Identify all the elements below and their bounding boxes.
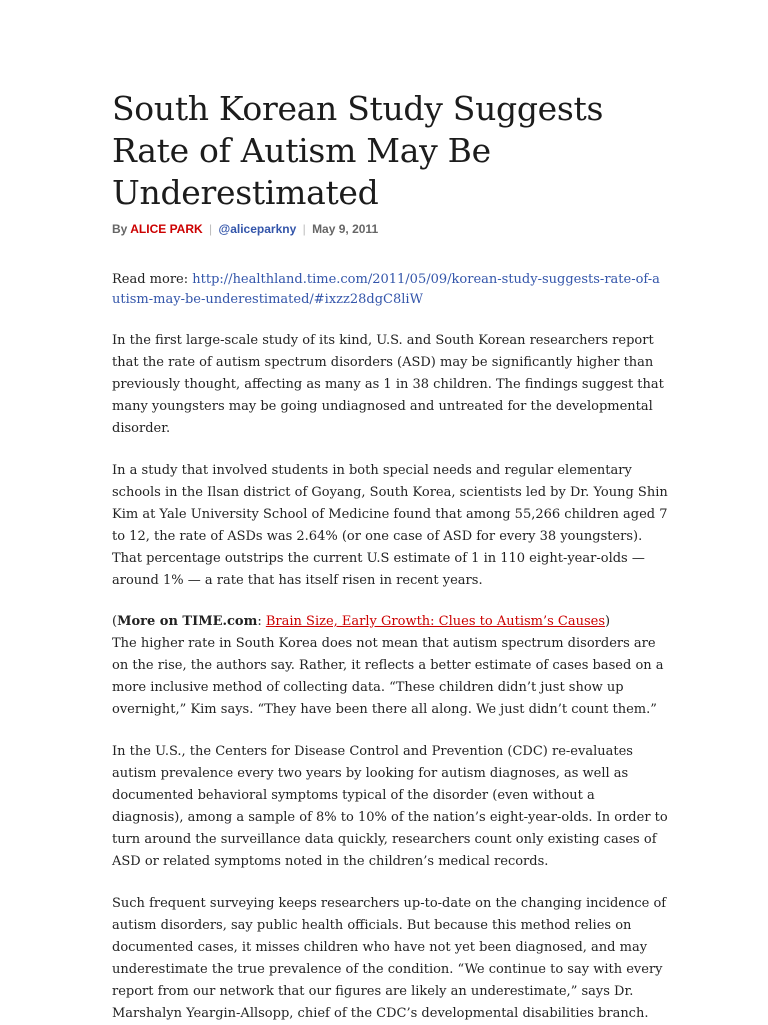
publish-date: May 9, 2011 <box>312 222 379 236</box>
paragraph: The higher rate in South Korea does not mean that autism spectrum disorders are on the rise, the authors say. Rather, it reflects a better estimate of cases based on a more inclusive method of collecting data. “These children didn’t just show up overnight,” Kim says. “They have been there all along. We just didn’t count them.” <box>112 636 664 717</box>
byline-separator: | <box>209 222 213 236</box>
paragraph: In the U.S., the Centers for Disease Control and Prevention (CDC) re-evaluates autism prevalence every two years by looking for autism diagnoses, as well as documented behavioral symptoms typical of the disorder (even without a diagnosis), among a sample of 8% to 10% of the nation’s eight-year-olds. In order to turn around the surveillance data quickly, researchers count only existing cases of ASD or related symptoms noted in the children’s medical records. <box>112 744 668 869</box>
read-more-link[interactable]: http://healthland.time.com/2011/05/09/korean-study-suggests-rate-of-autism-may-be-underestimated/#ixzz28dgC8liW <box>112 272 660 307</box>
related-article-link[interactable]: Brain Size, Early Growth: Clues to Autism’s Causes <box>265 614 606 629</box>
read-more-label: Read more: <box>112 272 189 287</box>
byline <box>112 221 668 237</box>
byline-separator: | <box>302 222 306 236</box>
colon: : <box>257 614 266 629</box>
article <box>112 88 668 1025</box>
paragraph: In the first large-scale study of its kind, U.S. and South Korean researchers report that the rate of autism spectrum disorders (ASD) may be significantly higher than previously thought, affecting as many as 1 in 38 children. The findings suggest that many youngsters may be going undiagnosed and untreated for the developmental disorder. <box>112 333 664 436</box>
paren-close: ) <box>605 614 611 629</box>
twitter-handle-link[interactable]: @aliceparkny <box>218 222 297 236</box>
byline-prefix: By <box>112 222 128 236</box>
paren-open: ( <box>112 614 118 629</box>
paragraph: Such frequent surveying keeps researchers up-to-date on the changing incidence of autism disorders, say public health officials. But because this method relies on documented cases, it misses children who have not yet been diagnosed, and may underestimate the true prevalence of the condition. “We continue to say with every report from our network that our figures are likely an underestimate,” says Dr. Marshalyn Yeargin-Allsopp, chief of the CDC’s developmental disabilities branch. <box>112 896 667 1021</box>
author-link[interactable]: ALICE PARK <box>130 222 203 236</box>
related-link-line <box>112 611 668 633</box>
paragraph: In a study that involved students in both special needs and regular elementary schools in the Ilsan district of Goyang, South Korea, scientists led by Dr. Young Shin Kim at Yale University School of Medicine found that among 55,266 children aged 7 to 12, the rate of ASDs was 2.64% (or one case of ASD for every 38 youngsters). That percentage outstrips the current U.S estimate of 1 in 110 eight-year-olds — around 1% — a rate that has itself risen in recent years. <box>112 463 668 588</box>
more-on-label: More on TIME.com <box>117 614 258 629</box>
read-more <box>112 270 668 310</box>
headline: South Korean Study Suggests Rate of Autism May Be Underestimated <box>112 89 604 212</box>
